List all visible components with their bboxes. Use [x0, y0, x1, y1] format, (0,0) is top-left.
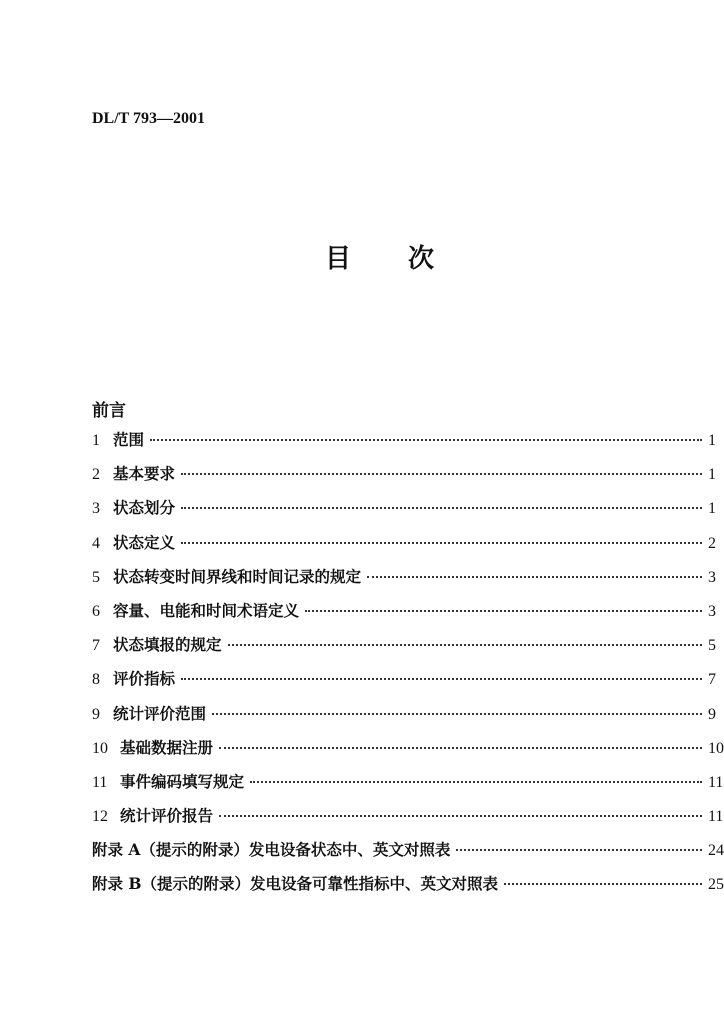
toc-entry-label: 容量、电能和时间术语定义 [113, 600, 300, 620]
toc-entry [92, 531, 724, 565]
toc-entry [92, 633, 724, 667]
toc-entry [92, 804, 724, 838]
toc-leader-dots [181, 678, 702, 680]
toc-preface: 前言 [92, 401, 126, 421]
toc-list [92, 428, 724, 907]
toc-entry-appendix-b [92, 872, 724, 906]
toc-entry-label: 评价指标 [113, 669, 176, 689]
toc-entry-label: 事件编码填写规定 [120, 771, 245, 791]
toc-leader-dots [219, 815, 702, 817]
toc-entry-page: 10 [708, 739, 724, 757]
toc-entry-number: 1 [92, 432, 100, 449]
toc-leader-dots [181, 473, 702, 475]
toc-leader-dots [212, 713, 702, 715]
toc-entry-page: 1 [708, 500, 716, 518]
toc-entry-page: 3 [708, 568, 716, 586]
toc-entry-number: 8 [92, 671, 100, 689]
toc-entry-label: 状态划分 [113, 498, 176, 518]
toc-entry [92, 667, 724, 701]
toc-entry-label: 状态转变时间界线和时间记录的规定 [113, 566, 362, 586]
toc-entry-label: 附录 B（提示的附录）发电设备可靠性指标中、英文对照表 [92, 874, 498, 894]
toc-title [0, 238, 724, 275]
toc-entry [92, 770, 724, 804]
toc-entry-page: 2 [708, 534, 716, 552]
toc-entry [92, 496, 724, 530]
toc-entry-page: 24 [708, 842, 724, 860]
toc-entry-label: 状态填报的规定 [113, 635, 222, 655]
toc-entry-appendix-a [92, 838, 724, 872]
toc-entry-label: 统计评价范围 [113, 703, 207, 723]
toc-leader-dots [456, 849, 702, 851]
toc-entry-label: 状态定义 [113, 532, 176, 552]
toc-entry-page: 3 [708, 602, 716, 620]
toc-entry-label: 附录 A（提示的附录）发电设备状态中、英文对照表 [92, 840, 451, 860]
toc-entry-number: 4 [92, 534, 100, 552]
toc-leader-dots [219, 747, 702, 749]
toc-leader-dots [250, 781, 702, 783]
toc-entry-page: 5 [708, 637, 716, 655]
toc-entry [92, 702, 724, 736]
toc-title-char-1: 目 [324, 244, 351, 274]
toc-entry-page: 25 [708, 876, 724, 894]
toc-entry-label: 基本要求 [113, 464, 176, 484]
toc-entry-number: 2 [92, 466, 100, 484]
toc-entry [92, 462, 724, 496]
toc-leader-dots [150, 439, 702, 441]
toc-entry [92, 599, 724, 633]
toc-entry-number: 12 [92, 808, 108, 826]
toc-leader-dots [367, 576, 702, 578]
toc-entry-page: 11 [708, 808, 724, 826]
toc-entry-number: 9 [92, 705, 100, 723]
toc-entry [92, 428, 724, 462]
toc-entry [92, 736, 724, 770]
toc-entry-number: 10 [92, 739, 108, 757]
toc-leader-dots [228, 644, 702, 646]
toc-entry-page: 1 [708, 466, 716, 484]
toc-entry-page: 1 [708, 432, 716, 449]
toc-leader-dots [181, 507, 702, 509]
toc-entry-page: 11 [708, 773, 724, 791]
toc-title-char-2: 次 [408, 244, 435, 274]
toc-entry-number: 5 [92, 568, 100, 586]
toc-leader-dots [504, 883, 702, 885]
toc-entry-page: 9 [708, 705, 716, 723]
document-code: DL/T 793—2001 [92, 110, 206, 127]
toc-entry-number: 3 [92, 500, 100, 518]
toc-entry-page: 7 [708, 671, 716, 689]
toc-leader-dots [181, 542, 702, 544]
toc-entry-label: 范围 [113, 430, 145, 449]
toc-entry-label: 统计评价报告 [120, 806, 214, 826]
toc-entry-number: 6 [92, 602, 100, 620]
toc-entry-number: 7 [92, 637, 100, 655]
toc-entry-label: 基础数据注册 [120, 737, 214, 757]
toc-leader-dots [305, 610, 702, 612]
toc-entry [92, 565, 724, 599]
toc-entry-number: 11 [92, 773, 108, 791]
